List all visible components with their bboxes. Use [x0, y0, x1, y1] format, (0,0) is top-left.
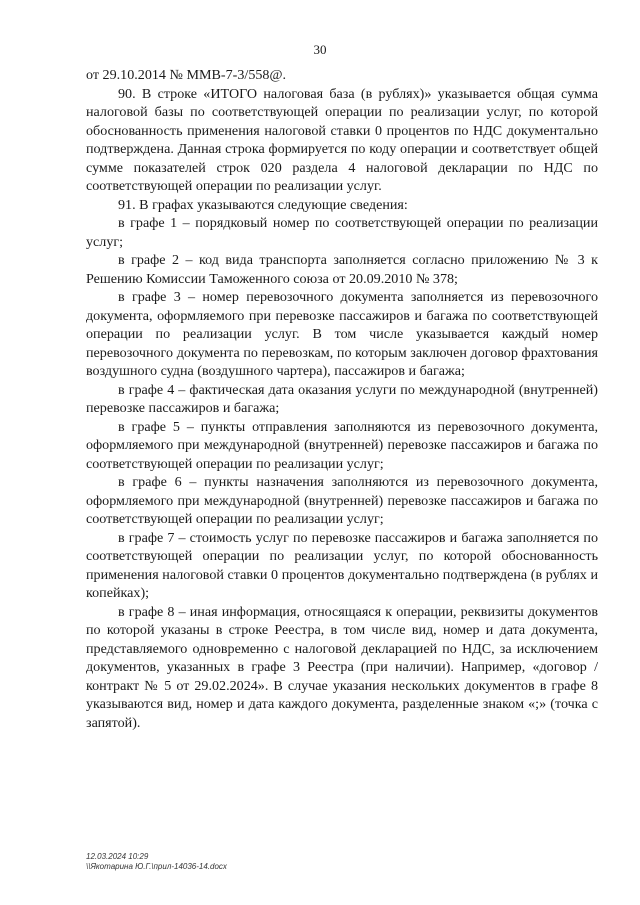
paragraph-90: 90. В строке «ИТОГО налоговая база (в рублях)» указывается общая сумма налоговой базы по соответствующей операции по реализации услуг, по которой обоснованность применения налоговой ставки 0 процентов по НДС документально подтверждена. Данная строка формируется по коду операции и соответствует общей сумме показателей строк 020 раздела 4 налоговой декларации по НДС по соответствующей операции по реализации услуг.	[86, 85, 598, 194]
paragraph-column-6: в графе 6 – пункты назначения заполняются из перевозочного документа, оформляемого при международной (внутренней) перевозке пассажиров и багажа по соответствующей операции по реализации услуг;	[86, 474, 598, 527]
paragraph-column-2: в графе 2 – код вида транспорта заполняется согласно приложению № 3 к Решению Комиссии Таможенного союза от 20.09.2010 № 378;	[86, 252, 598, 287]
document-body	[86, 66, 598, 732]
page-number: 30	[313, 42, 327, 57]
paragraph-continuation: от 29.10.2014 № ММВ-7-3/558@.	[86, 67, 286, 83]
footer-file-path: \\Якотарина Ю.Г.\прил-14036-14.docx	[86, 862, 227, 871]
document-footer	[86, 852, 227, 872]
paragraph-column-1: в графе 1 – порядковый номер по соответствующей операции по реализации услуг;	[86, 215, 598, 250]
paragraph-column-3: в графе 3 – номер перевозочного документа заполняется из перевозочного документа, оформляемого при перевозке пассажиров и багажа по соответствующей операции по реализации услуг. В том числе указывается каждый номер перевозочного документа по перевозкам, по которым заключен договор фрахтования воздушного судна (воздушного чартера), пассажиров и багажа;	[86, 289, 598, 379]
paragraph-column-7: в графе 7 – стоимость услуг по перевозке пассажиров и багажа заполняется по соответствующей операции по реализации услуг, по которой обоснованность применения налоговой ставки 0 процентов документально подтверждена (в рублях и копейках);	[86, 529, 598, 601]
paragraph-column-8: в графе 8 – иная информация, относящаяся к операции, реквизиты документов по которой указаны в строке Реестра, в том числе вид, номер и дата документа, представляемого одновременно с налоговой декларацией по НДС, за исключением документов, указанных в графе 3 Реестра (при наличии). Например, «договор / контракт № 5 от 29.02.2024». В случае указания нескольких документов в графе 8 указываются вид, номер и дата каждого документа, разделенные знаком «;» (точка с запятой).	[86, 603, 598, 731]
paragraph-column-4: в графе 4 – фактическая дата оказания услуги по международной (внутренней) перевозке пассажиров и багажа;	[86, 381, 598, 416]
paragraph-column-5: в графе 5 – пункты отправления заполняются из перевозочного документа, оформляемого при международной (внутренней) перевозке пассажиров и багажа по соответствующей операции по реализации услуг;	[86, 418, 598, 472]
footer-timestamp: 12.03.2024 10:29	[86, 852, 149, 861]
paragraph-91: 91. В графах указываются следующие сведения:	[118, 196, 408, 213]
